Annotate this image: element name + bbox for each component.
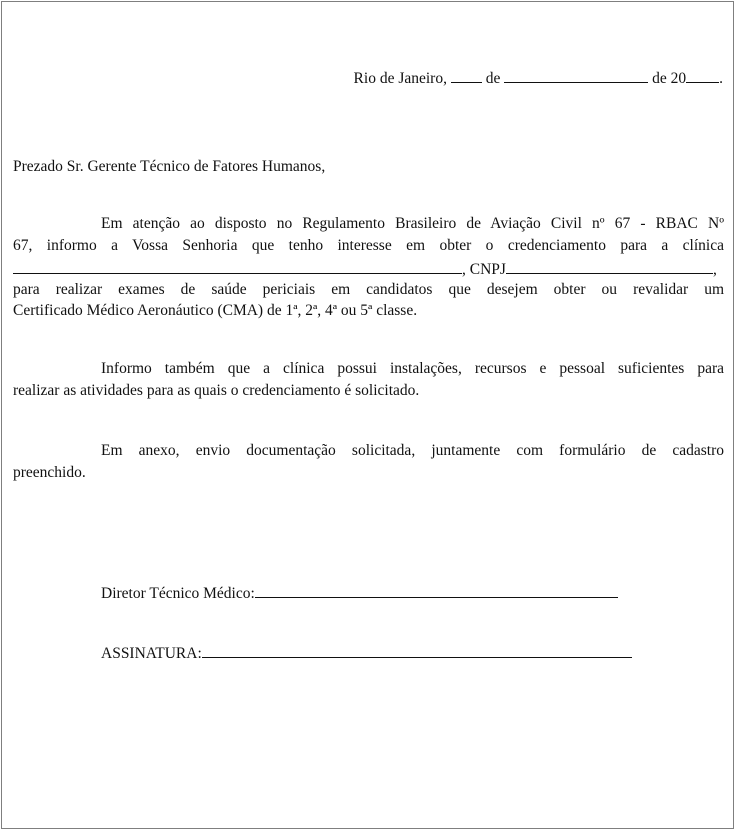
p2-line-2: realizar as atividades para as quais o credenciamento é solicitado. — [13, 382, 420, 399]
clinic-name-blank — [13, 259, 462, 274]
p2-line-1: Informo também que a clínica possui instalações, recursos e pessoal suficientes para — [101, 360, 724, 377]
p1-line-2: 67, informo a Vossa Senhoria que tenho interesse em obter o credenciamento para a clínica — [13, 237, 724, 254]
director-line — [101, 582, 618, 603]
p1-line-4: para realizar exames de saúde periciais em candidatos que desejem obter ou revalidar um — [13, 281, 724, 298]
letter-page — [1, 1, 734, 829]
signature-line — [101, 642, 632, 663]
p1-line-3 — [13, 259, 724, 279]
signature-blank[interactable] — [202, 642, 632, 658]
p3-line-1: Em anexo, envio documentação solicitada, juntamente com formulário de cadastro — [101, 442, 724, 459]
signature-label: ASSINATURA: — [101, 645, 202, 662]
date-de-1: de — [485, 70, 501, 87]
year-blank — [686, 68, 719, 83]
director-blank[interactable] — [255, 582, 618, 598]
p3-line-2: preenchido. — [13, 464, 86, 481]
p1-line-5: Certificado Médico Aeronáutico (CMA) de 1ª, 2ª, 4ª ou 5ª classe. — [13, 302, 418, 319]
salutation: Prezado Sr. Gerente Técnico de Fatores Humanos, — [13, 158, 326, 175]
cnpj-label: , CNPJ — [462, 261, 506, 278]
date-line — [13, 68, 723, 88]
cnpj-blank — [506, 259, 713, 274]
date-end: . — [719, 70, 723, 87]
director-label: Diretor Técnico Médico: — [101, 585, 255, 602]
month-blank — [504, 68, 648, 83]
date-de-2: de 20 — [652, 70, 687, 87]
day-blank — [451, 68, 482, 83]
p1-line-1: Em atenção ao disposto no Regulamento Brasileiro de Aviação Civil nº 67 - RBAC Nº — [101, 215, 724, 232]
date-city: Rio de Janeiro, — [353, 70, 447, 87]
p1-line-3-comma: , — [712, 261, 717, 278]
